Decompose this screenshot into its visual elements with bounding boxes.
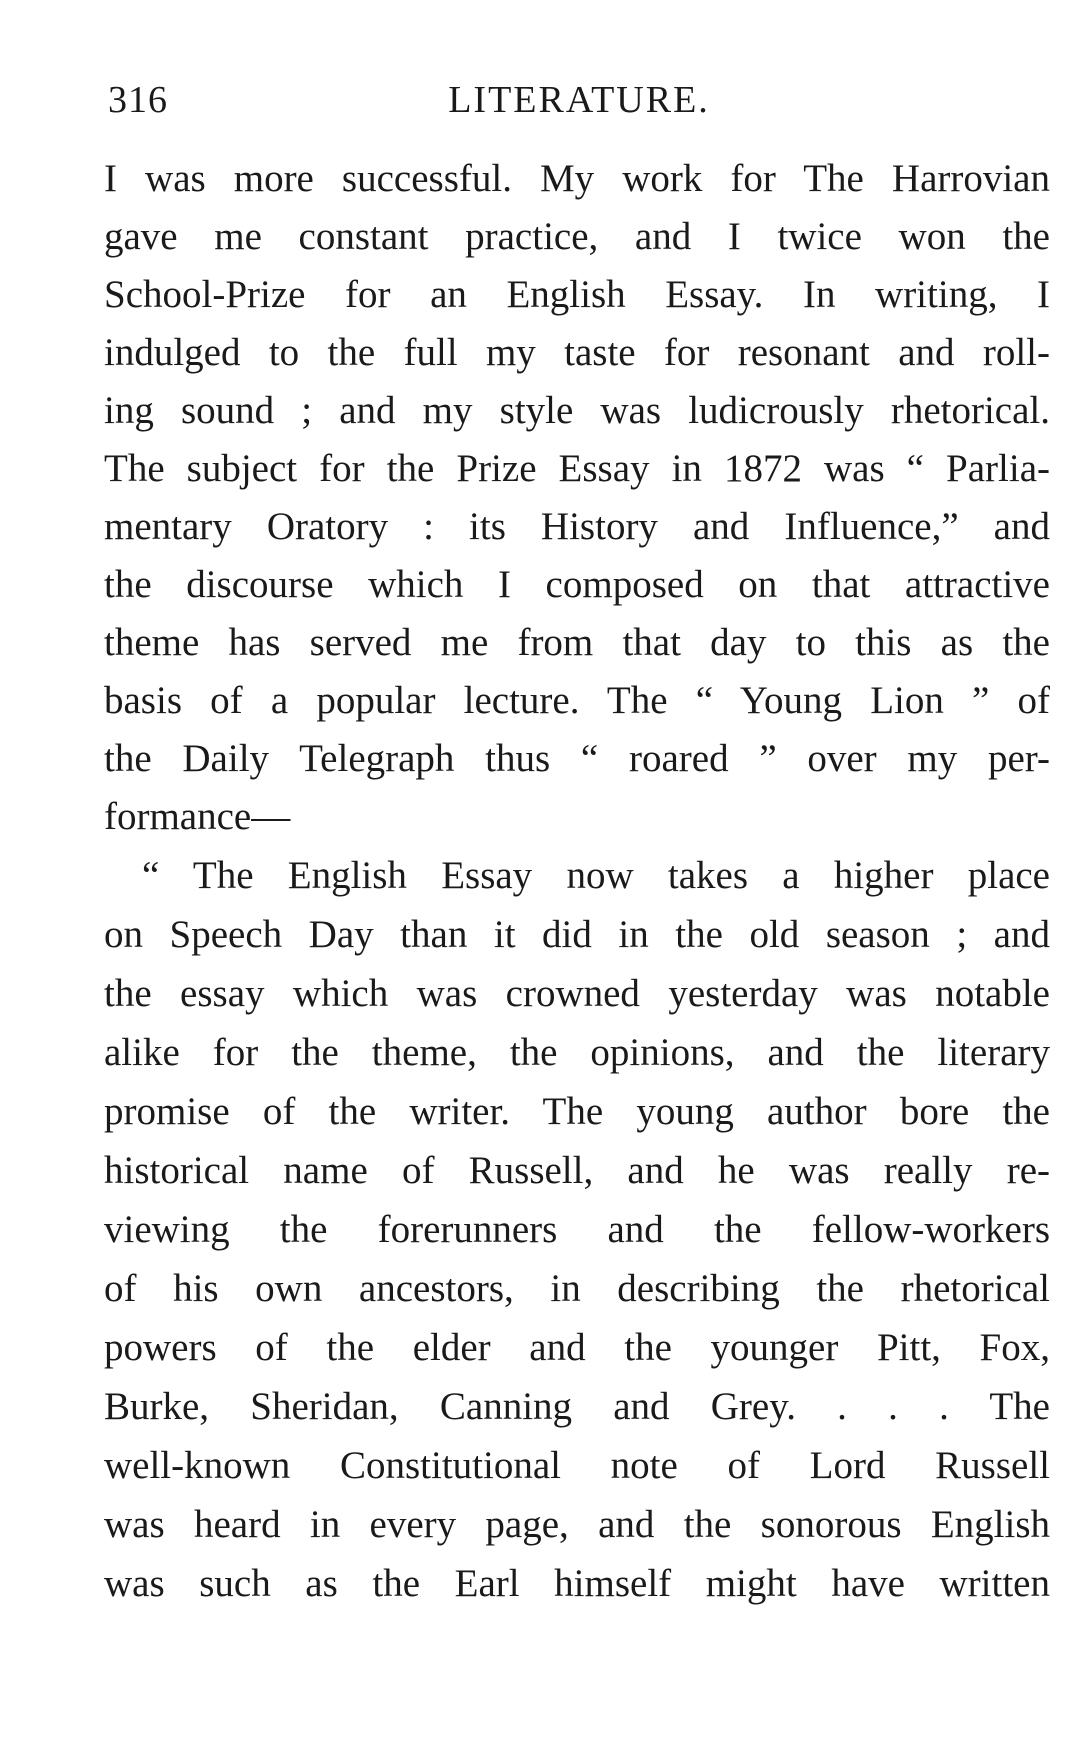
page-number: 316 <box>108 79 168 121</box>
text-line: powers of the elder and the younger Pitt, Fox, <box>104 1326 1050 1369</box>
text-line: ing sound ; and my style was ludicrously rhetorical. <box>104 389 1050 432</box>
text-line: basis of a popular lecture. The “ Young Lion ” of <box>104 679 1050 722</box>
paragraph-quotation <box>104 846 1050 1613</box>
text-line: of his own ancestors, in describing the rhetorical <box>104 1267 1050 1310</box>
text-line: well-known Constitutional note of Lord Russell <box>104 1444 1050 1487</box>
text-line: indulged to the full my taste for resonant and roll- <box>104 331 1050 374</box>
text-line: The subject for the Prize Essay in 1872 was “ Parlia- <box>104 447 1050 490</box>
text-line: mentary Oratory : its History and Influence,” and <box>104 505 1050 548</box>
running-title: LITERATURE. <box>448 79 710 121</box>
text-line: the Daily Telegraph thus “ roared ” over my per- <box>104 737 1050 780</box>
text-line: formance— <box>104 795 291 838</box>
text-line: the discourse which I composed on that attractive <box>104 563 1050 606</box>
text-line: on Speech Day than it did in the old season ; and <box>104 913 1050 956</box>
text-line: gave me constant practice, and I twice won the <box>104 215 1050 258</box>
text-line: School-Prize for an English Essay. In writing, I <box>104 273 1050 316</box>
text-line: theme has served me from that day to this as the <box>104 621 1050 664</box>
text-line: Burke, Sheridan, Canning and Grey. . . . The <box>104 1385 1050 1428</box>
running-head <box>108 78 1050 126</box>
paragraph-narrative <box>104 150 1050 846</box>
text-line: historical name of Russell, and he was really re- <box>104 1149 1050 1192</box>
body-text <box>104 150 1050 1613</box>
text-line: alike for the theme, the opinions, and the literary <box>104 1031 1050 1074</box>
text-line: “ The English Essay now takes a higher place <box>142 854 1050 897</box>
text-line: the essay which was crowned yesterday was notable <box>104 972 1050 1015</box>
text-line: viewing the forerunners and the fellow-workers <box>104 1208 1050 1251</box>
text-line: was such as the Earl himself might have written <box>104 1562 1050 1605</box>
text-line: was heard in every page, and the sonorous English <box>104 1503 1050 1546</box>
text-line: promise of the writer. The young author bore the <box>104 1090 1050 1133</box>
text-line: I was more successful. My work for The Harrovian <box>104 157 1050 200</box>
